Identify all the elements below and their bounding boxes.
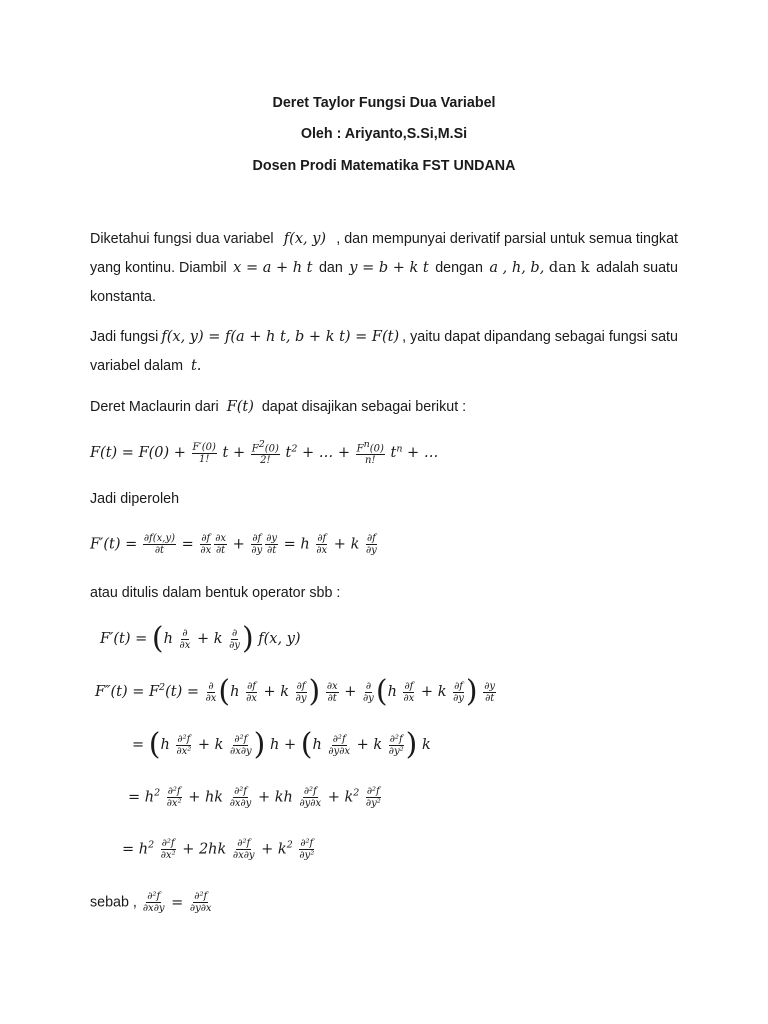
sebab-line: sebab , $\frac{\text{∂²f}}{\partial x\partial y}$ = $\frac{\text{∂²f}}{\partial y\partial x}$ <box>90 891 212 914</box>
equation-mixed-partials: $\frac{\text{∂²f}}{\partial x\partial y}$ = $\frac{\text{∂²f}}{\partial y\partial x}$ <box>142 891 212 914</box>
text-diperoleh: Jadi diperoleh <box>90 491 180 507</box>
para1-line3: konstanta. <box>90 289 156 305</box>
math-y-def: y = b + k t <box>349 260 429 276</box>
equation-second-derivative-1: $F''(t) = F^2(t)$ = ∂ ∂x (h $\frac{\partial f}{\partial x}$ + k $\frac{\partial f}{\partial y}$ ) $\frac{\partial x}{\partial t}$ + ∂ ∂y (h $\frac{\partial f}{\partial x}$ + k $\frac{\partial f}{\partial y}$ ) $\frac{\partial y}{\partial t}$ <box>95 674 496 709</box>
math-fxy: f(x, y) <box>283 231 327 247</box>
math-constants: a , h, b, dan k <box>489 260 590 276</box>
affiliation-line: Dosen Prodi Matematika FST UNDANA <box>252 158 516 174</box>
para2-line2: variabel dalam t. <box>90 358 202 374</box>
para1-line2: yang kontinu. Diambil x = a + h t dan y = b + k t dengan a , h, b, dan k adalah suatu <box>90 260 678 276</box>
equation-second-derivative-3: = $h^2$ $\frac{\text{∂²f}}{\text{∂x²}}$ + hk $\frac{\text{∂²f}}{\partial x\partial y}$ + kh $\frac{\text{∂²f}}{\partial y\partial x}$ + $k^2$ $\frac{\text{∂²f}}{\text{∂y²}}$ <box>128 786 381 809</box>
para1-line1: Diketahui fungsi dua variabel f(x, y) , dan mempunyai derivatif parsial untuk semua tingkat <box>90 231 678 247</box>
equation-operator-form: F′(t) = (h ∂ ∂x + k ∂ ∂y ) f(x, y) <box>100 621 301 656</box>
para3-line1: Deret Maclaurin dari F(t) dapat disajikan sebagai berikut : <box>90 399 467 415</box>
equation-second-derivative-2: = (h $\frac{\text{∂²f}}{\text{∂x²}}$ + k $\frac{\text{∂²f}}{\partial x\partial y}$ ) h + (h $\frac{\text{∂²f}}{\partial y\partial x}$ + k $\frac{\text{∂²f}}{\text{∂y²}}$ ) k <box>132 727 431 762</box>
text-operator: atau ditulis dalam bentuk operator sbb : <box>90 585 341 601</box>
document-title: Deret Taylor Fungsi Dua Variabel <box>272 95 496 111</box>
para2-line1: Jadi fungsi f(x, y) = f(a + h t, b + k t) = F(t) , yaitu dapat dipandang sebagai fungsi satu <box>90 329 678 345</box>
equation-first-derivative: F′(t) = $\frac{\partial f(x,y)}{\partial t}$ = $\frac{\partial f}{\partial x}$ $\frac{\partial x}{\partial t}$ + $\frac{\partial f}{\partial y}$ $\frac{\partial y}{\partial t}$ = h $\frac{\partial f}{\partial x}$ + k $\frac{\partial f}{\partial y}$ <box>90 533 377 556</box>
equation-maclaurin: F(t) = F(0) + $\frac{F'(0)}{1!}$ t + $\frac{F^2(0)}{2!}$ $t^2$ + … + $\frac{F^n(0)}{n!}$ $t^n$ + … <box>90 439 439 467</box>
math-F-of-t-def: f(x, y) = f(a + h t, b + k t) = F(t) <box>161 329 400 345</box>
author-line: Oleh : Ariyanto,S.Si,M.Si <box>300 126 468 142</box>
equation-second-derivative-4: = $h^2$ $\frac{\text{∂²f}}{\text{∂x²}}$ + 2hk $\frac{\text{∂²f}}{\partial x\partial y}$ + $k^2$ $\frac{\text{∂²f}}{\text{∂y²}}$ <box>122 838 315 861</box>
math-x-def: x = a + h t <box>233 260 313 276</box>
